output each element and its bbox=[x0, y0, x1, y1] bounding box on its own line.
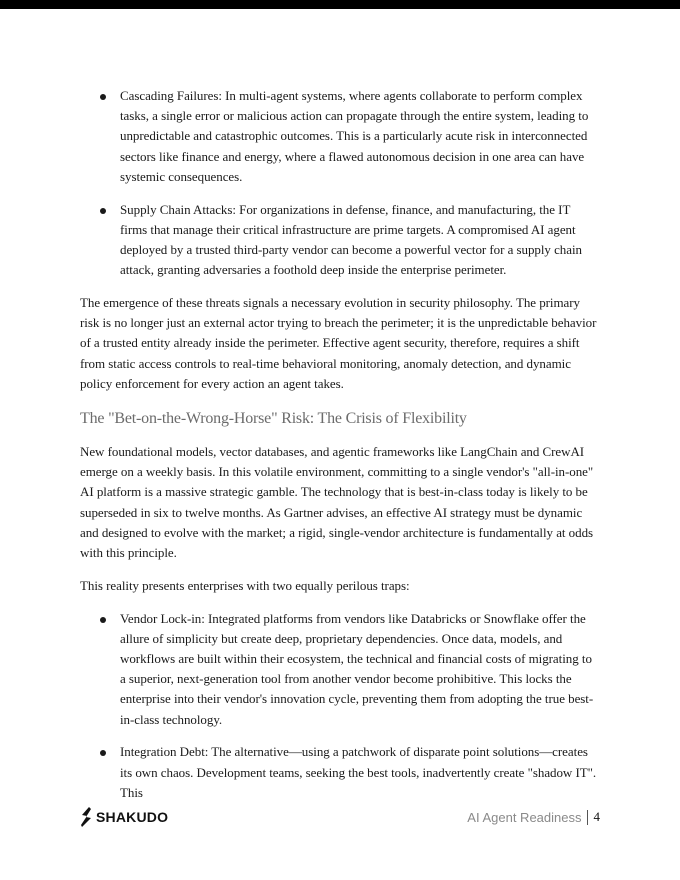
page-number: 4 bbox=[593, 809, 600, 824]
paragraph-models: New foundational models, vector databases, and agentic frameworks like LangChain and CrewAI emerge on a weekly basis. In this volatile environment, committing to a single vendor's "all-in-one" AI platform is a massive strategic gamble. The technology that is best-in-class today is likely to be superseded in six to twelve months. As Gartner advises, an effective AI strategy must be dynamic and designed to evolve with the market; a rigid, single-vendor architecture is fundamentally at odds with this principle. bbox=[80, 444, 594, 561]
bullet-text: Supply Chain Attacks: For organizations in defense, finance, and manufacturing, the IT firms that manage their critical infrastructure are prime targets. A compromised AI agent deployed by a trusted third-party vendor can become a powerful vector for a supply chain attack, granting adversaries a foothold deep inside the enterprise perimeter. bbox=[120, 201, 582, 278]
bullet-icon bbox=[100, 94, 106, 100]
logo-text: SHAKUDO bbox=[96, 809, 169, 825]
shakudo-logo bbox=[80, 806, 168, 828]
bullet-icon bbox=[100, 208, 106, 214]
paragraph-traps: This reality presents enterprises with two equally perilous traps: bbox=[80, 577, 410, 593]
bullet-list-risks bbox=[120, 86, 600, 280]
list-item bbox=[120, 609, 600, 730]
list-item bbox=[120, 742, 600, 803]
shakudo-logo-icon bbox=[80, 807, 93, 827]
bullet-icon bbox=[100, 750, 106, 756]
page-content bbox=[80, 86, 600, 816]
bullet-icon bbox=[100, 617, 106, 623]
document-title: AI Agent Readiness bbox=[467, 809, 582, 825]
bullet-text: Vendor Lock-in: Integrated platforms from vendors like Databricks or Snowflake offer the allure of simplicity but create deep, proprietary dependencies. Once data, models, and workflows are built within their ecosystem, the technical and financial costs of migrating to a superior, next-generation tool from another vendor become prohibitive. This locks the enterprise into their vendor's innovation cycle, preventing them from adopting the true best-in-class technology. bbox=[120, 610, 594, 727]
list-item bbox=[120, 200, 600, 281]
paragraph-emergence: The emergence of these threats signals a necessary evolution in security philosophy. The primary risk is no longer just an external actor trying to breach the perimeter; it is the unpredictable behavior of a trusted entity already inside the perimeter. Effective agent security, therefore, requires a shift from static access controls to real-time behavioral monitoring, anomaly detection, and dynamic policy enforcement for every action an agent takes. bbox=[80, 295, 597, 391]
bullet-text: Cascading Failures: In multi-agent systems, where agents collaborate to perform complex tasks, a single error or malicious action can propagate through the entire system, leading to unpredictable and catastrophic outcomes. This is a particularly acute risk in interconnected sectors like finance and energy, where a flawed autonomous decision in one area can have systemic consequences. bbox=[120, 88, 589, 184]
page-footer bbox=[80, 806, 600, 830]
footer-divider bbox=[587, 810, 588, 825]
top-border-bar bbox=[0, 0, 680, 9]
bullet-text: Integration Debt: The alternative—using a patchwork of disparate point solutions—creates its own chaos. Development teams, seeking the best tools, inadvertently create "shadow IT". This bbox=[120, 744, 597, 800]
list-item bbox=[120, 86, 600, 187]
bullet-list-traps bbox=[120, 609, 600, 803]
footer-page-label bbox=[467, 809, 600, 825]
section-heading: The "Bet-on-the-Wrong-Horse" Risk: The Crisis of Flexibility bbox=[80, 410, 467, 428]
